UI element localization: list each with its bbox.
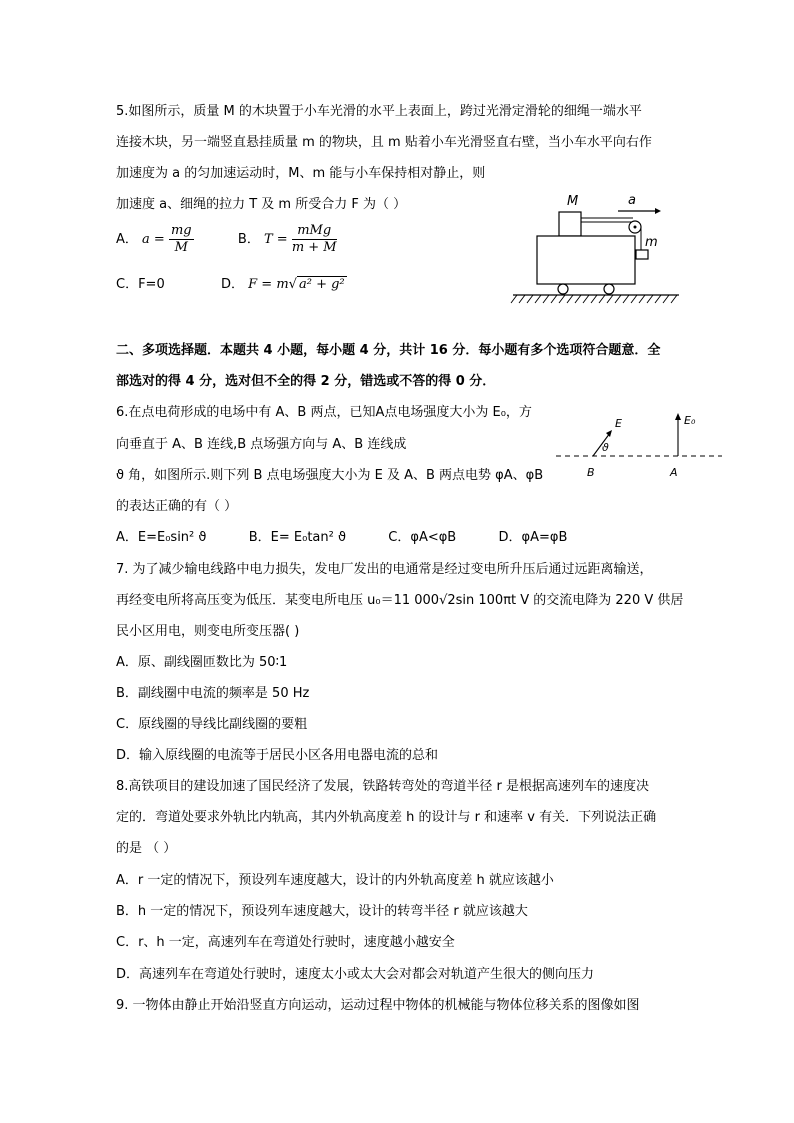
q8-line-2: 定的．弯道处要求外轨比内轨高，其内外轨高度差 h 的设计与 r 和速率 v 有关．下列说法正确 bbox=[116, 810, 657, 825]
q6-line-3: ϑ 角，如图所示.则下列 B 点电场强度大小为 E 及 A、B 两点电势 φA、φB bbox=[116, 468, 544, 483]
q7-line-3: 民小区用电，则变电所变压器( ) bbox=[116, 624, 300, 639]
q5-line-3: 加速度为 a 的匀加速运动时，M、m 能与小车保持相对静止，则 bbox=[116, 166, 486, 181]
q7-option-a: A．原、副线圈匝数比为 50∶1 bbox=[116, 655, 288, 670]
q5-option-d-label: D． bbox=[221, 277, 245, 292]
q5-ground-hatching bbox=[511, 295, 677, 303]
q5-fig-label-m: m bbox=[645, 235, 658, 250]
q6-line-1: 6.在点电荷形成的电场中有 A、B 两点，已知A点电场强度大小为 E₀，方 bbox=[116, 405, 532, 420]
q5-fig-label-a: a bbox=[628, 193, 636, 208]
q8-option-d: D．高速列车在弯道处行驶时，速度太小或太大会对都会对轨道产生很大的侧向压力 bbox=[116, 967, 595, 982]
q6-field-e-arrowhead bbox=[606, 430, 612, 437]
q5-option-a-numerator: mg bbox=[170, 223, 192, 238]
q5-acceleration-arrowhead bbox=[655, 208, 661, 214]
q5-option-b-numerator: mMg bbox=[292, 223, 337, 240]
q6-label-E0: E₀ bbox=[684, 414, 696, 427]
q6-label-A: A bbox=[670, 466, 678, 479]
q5-block-m bbox=[636, 250, 648, 259]
q6-option-d: D．φA=φB bbox=[498, 530, 568, 545]
q5-option-a-fraction bbox=[169, 223, 194, 256]
q5-option-row-cd: C．F=0 D． F = m√ a² + g² bbox=[116, 277, 345, 292]
q5-option-a-label: A． bbox=[116, 232, 138, 247]
q5-option-d-radicand: a² + g² bbox=[298, 277, 345, 292]
q7-line-2: 再经变电所将高压变为低压．某变电所电压 u₀＝11 000√2sin 100πt V 的交流电降为 220 V 供居 bbox=[116, 593, 684, 608]
q7-option-d: D．输入原线圈的电流等于居民小区各用电器电流的总和 bbox=[116, 748, 439, 763]
q8-line-3: 的是 （ ） bbox=[116, 841, 177, 856]
q8-option-b: B．h 一定的情况下，预设列车速度越大，设计的转弯半径 r 就应该越大 bbox=[116, 904, 528, 919]
q7-line-1: 7. 为了减少输电线路中电力损失，发电厂发出的电通常是经过变电所升压后通过远距离输送， bbox=[116, 562, 653, 577]
q6-line-4: 的表达正确的有（ ） bbox=[116, 499, 238, 514]
q6-label-E: E bbox=[615, 417, 622, 430]
q5-option-a-denominator: M bbox=[174, 240, 188, 255]
section-2-heading-line-2: 部选对的得 4 分，选对但不全的得 2 分，错选或不答的得 0 分． bbox=[116, 374, 496, 389]
q5-option-b-lhs: T = bbox=[263, 232, 288, 247]
section-2-heading-line-1: 二、多项选择题．本题共 4 小题，每小题 4 分，共计 16 分．每小题有多个选项符合题意．全 bbox=[116, 343, 661, 358]
q5-option-row-ab bbox=[116, 223, 337, 256]
q6-field-e0-arrowhead bbox=[675, 413, 681, 420]
q6-field-figure bbox=[550, 405, 730, 485]
q5-cart-wheel-right bbox=[604, 284, 614, 294]
q5-option-b-label: B． bbox=[237, 232, 260, 247]
q6-options bbox=[116, 529, 567, 547]
q5-line-4: 加速度 a、细绳的拉力 T 及 m 所受合力 F 为（ ） bbox=[116, 197, 407, 212]
q8-option-a: A．r 一定的情况下，预设列车速度越大，设计的内外轨高度差 h 就应该越小 bbox=[116, 873, 554, 888]
q6-option-c: C．φA<φB bbox=[388, 530, 457, 545]
q5-cart-body bbox=[537, 236, 635, 284]
q6-line-2: 向垂直于 A、B 连线,B 点场强方向与 A、B 连线成 bbox=[116, 437, 407, 452]
q5-option-b-denominator: m + M bbox=[291, 240, 337, 255]
q7-option-b: B．副线圈中电流的频率是 50 Hz bbox=[116, 686, 310, 701]
q5-option-b-fraction bbox=[292, 223, 337, 256]
q6-option-a: A．E=E₀sin² ϑ bbox=[116, 530, 207, 545]
q5-line-2: 连接木块，另一端竖直悬挂质量 m 的物块，且 m 贴着小车光滑竖直右壁，当小车水平向右作 bbox=[116, 135, 652, 150]
q5-line-1: 5.如图所示，质量 M 的木块置于小车光滑的水平上表面上，跨过光滑定滑轮的细绳一端水平 bbox=[116, 104, 642, 119]
q9-line-1: 9. 一物体由静止开始沿竖直方向运动，运动过程中物体的机械能与物体位移关系的图像如图 bbox=[116, 998, 640, 1013]
q5-option-d-expr: F = m bbox=[248, 277, 289, 292]
q8-option-c: C．r、h 一定，高速列车在弯道处行驶时，速度越小越安全 bbox=[116, 935, 455, 950]
q5-fig-label-M: M bbox=[567, 194, 579, 209]
q5-cart-wheel-left bbox=[558, 284, 568, 294]
q8-line-1: 8.高铁项目的建设加速了国民经济了发展，铁路转弯处的弯道半径 r 是根据高速列车的速度决 bbox=[116, 779, 650, 794]
q5-option-a-lhs: a = bbox=[142, 232, 165, 247]
q6-label-theta: ϑ bbox=[602, 441, 609, 454]
q5-block-M bbox=[559, 212, 581, 236]
q6-option-b: B．E= E₀tan² ϑ bbox=[248, 530, 347, 545]
q5-option-c: C．F=0 bbox=[116, 277, 165, 292]
q6-label-B: B bbox=[587, 466, 595, 479]
q7-option-c: C．原线圈的导线比副线圈的要粗 bbox=[116, 717, 308, 732]
q5-pulley-axle bbox=[634, 226, 637, 229]
q5-cart-figure bbox=[505, 188, 685, 308]
